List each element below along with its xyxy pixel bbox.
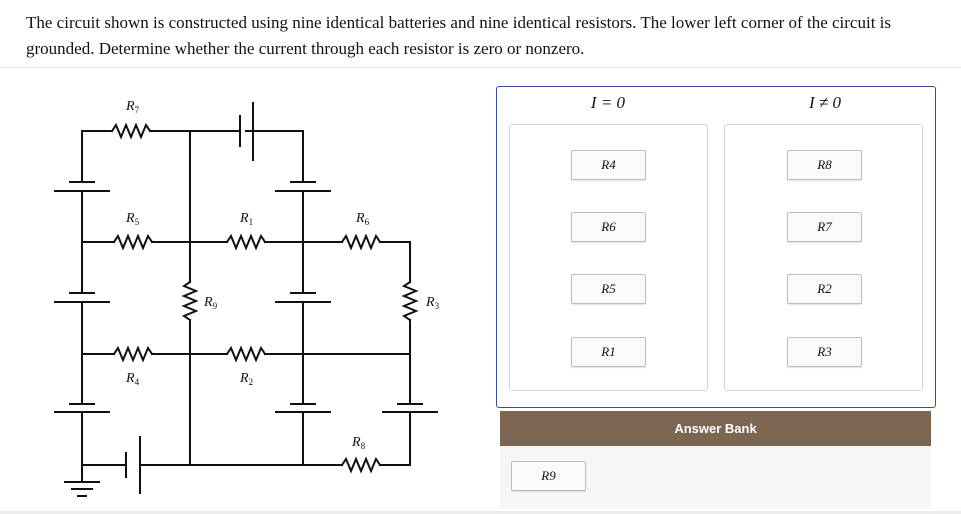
item-chip-nonzero-4[interactable]: R3 xyxy=(787,337,862,367)
zero-current-bin[interactable] xyxy=(509,124,708,391)
label-r3: $R_3$ xyxy=(426,295,440,311)
item-chip-nonzero-1[interactable]: R8 xyxy=(787,150,862,180)
label-r1: $R_1$ xyxy=(240,211,254,227)
label-r4: $R_4$ xyxy=(126,371,140,387)
item-chip-zero-3[interactable]: R5 xyxy=(571,274,646,304)
label-r6: $R_6$ xyxy=(356,211,370,227)
label-r9: $R_9$ xyxy=(204,295,218,311)
item-chip-zero-1[interactable]: R4 xyxy=(571,150,646,180)
item-chip-nonzero-2[interactable]: R7 xyxy=(787,212,862,242)
zero-current-heading: I = 0 xyxy=(590,93,626,112)
item-chip-zero-2[interactable]: R6 xyxy=(571,212,646,242)
question-text: The circuit shown is constructed using nine identical batteries and nine identical resistors. The lower left corner of the circuit is grounded. Determine whether the current through each resistor is zero or nonzero. xyxy=(26,13,891,58)
divider xyxy=(0,67,961,68)
label-r8: $R_8$ xyxy=(352,435,366,451)
answer-bank[interactable] xyxy=(500,446,931,508)
nonzero-current-heading: I ≠ 0 xyxy=(809,93,841,112)
nonzero-current-bin[interactable] xyxy=(724,124,923,391)
label-r2: $R_2$ xyxy=(240,371,254,387)
item-chip-zero-4[interactable]: R1 xyxy=(571,337,646,367)
circuit-diagram xyxy=(40,90,460,505)
label-r7: $R_7$ xyxy=(126,99,140,115)
answer-bank-chip[interactable]: R9 xyxy=(511,461,586,491)
answer-bank-header: Answer Bank xyxy=(500,411,931,446)
label-r5: $R_5$ xyxy=(126,211,140,227)
item-chip-nonzero-3[interactable]: R2 xyxy=(787,274,862,304)
sorting-area xyxy=(496,86,936,408)
